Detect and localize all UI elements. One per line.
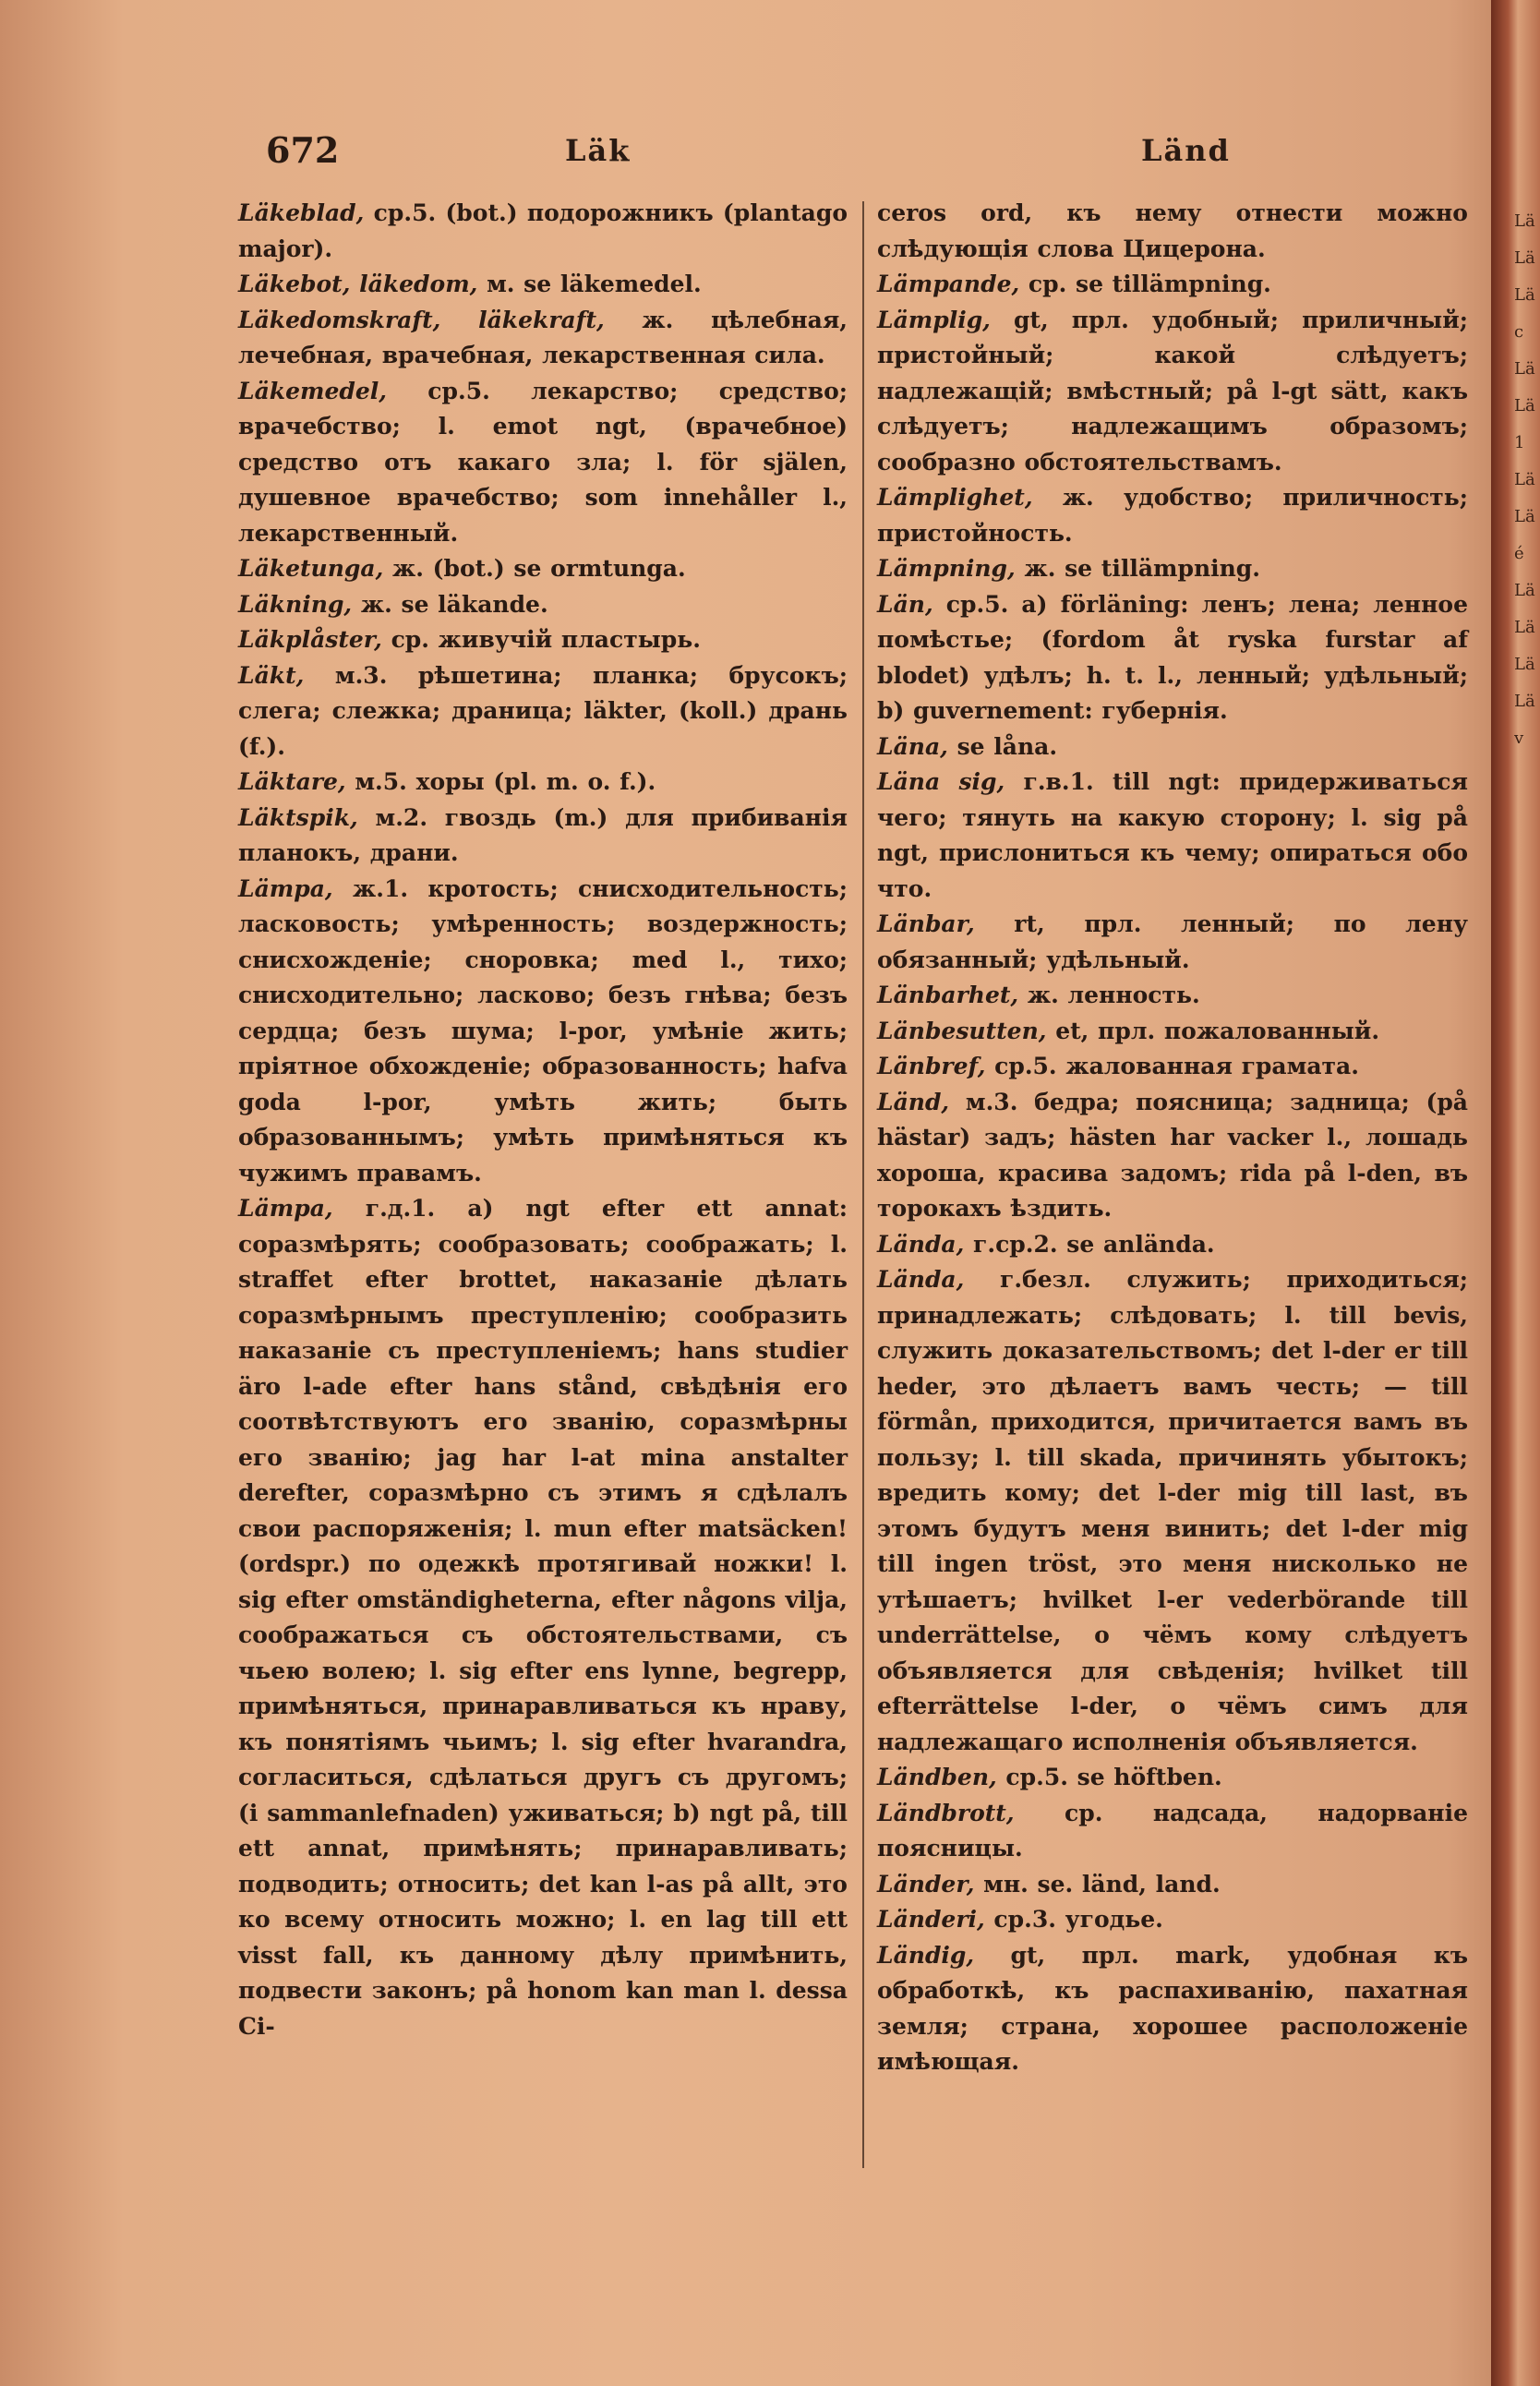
entry-definition: г.в.1. till ngt: придерживаться чего; тянуть на какую сторону; l. sig på ngt, прислониться къ чему; опираться обо что. [877, 768, 1468, 902]
dictionary-entry [877, 196, 1468, 267]
dictionary-entry [877, 1085, 1468, 1227]
entry-headword: Läkning, [238, 590, 353, 618]
entry-headword: Läkemedel, [238, 377, 387, 404]
dictionary-entry [238, 801, 848, 872]
entry-definition: rt, прл. ленный; по лену обязанный; удѣльный. [877, 910, 1468, 973]
entry-definition: м.3. рѣшетина; планка; брусокъ; слега; слежка; драница; läkter, (koll.) дрань (f.). [238, 661, 848, 760]
entry-headword: Läkplåster, [238, 626, 382, 653]
facing-page-edge: Lä Lä Lä c Lä Lä 1 Lä Lä é Lä Lä Lä Lä v [1514, 211, 1535, 748]
entry-definition: se låna. [947, 732, 1058, 760]
entry-headword: Länbarhet, [877, 982, 1019, 1008]
entry-definition: ж. (bot.) se ormtunga. [383, 555, 686, 582]
dictionary-entry [238, 374, 848, 552]
entry-definition: ср.5. (bot.) подорожникъ (plantago major). [238, 199, 848, 262]
dictionary-entry [238, 1191, 848, 2044]
right-running-head: Länd [1141, 133, 1231, 168]
dictionary-entry [238, 551, 848, 587]
entry-definition: ср. живучій пластырь. [381, 626, 701, 653]
dictionary-entry [238, 587, 848, 623]
dictionary-entry [877, 1262, 1468, 1760]
entry-definition: г.ср.2. se anlända. [964, 1230, 1215, 1258]
entry-definition: ср. se tillämpning. [1019, 271, 1271, 297]
column-divider [862, 201, 864, 2168]
dictionary-entry [877, 978, 1468, 1014]
dictionary-entry [877, 729, 1468, 765]
entry-definition: ж.1. кротость; снисходительность; ласковость; умѣренность; воздержность; снисхожденіе; сноровка; med l., тихо; снисходительно; ласково; безъ гнѣва; безъ сердца; безъ шума; l-por, умѣніе жить; пріятное обхожденіе; образованность; hafva goda l-por, умѣть жить; быть образованнымъ; умѣть примѣняться къ чужимъ правамъ. [238, 874, 848, 1187]
entry-headword: Ländben, [877, 1764, 997, 1790]
entry-headword: Lämplig, [877, 306, 991, 333]
entry-definition: ср.5. a) förläning: ленъ; лена; ленное помѣстье; (fordom åt ryska furstar af blodet) удѣлъ; h. t. l., ленный; удѣльный; b) guvernement: губернія. [877, 590, 1468, 724]
dictionary-entry [238, 622, 848, 658]
dictionary-entry [238, 196, 848, 267]
dictionary-entry [238, 267, 848, 303]
dictionary-entry [238, 303, 848, 374]
dictionary-entry [877, 1938, 1468, 2080]
page-number: 672 [266, 129, 340, 171]
entry-headword: Ländbrott, [877, 1799, 1015, 1826]
dictionary-entry [877, 1867, 1468, 1903]
entry-headword: Länder, [877, 1870, 975, 1898]
page-header [0, 129, 1496, 185]
entry-definition: ж. ленность. [1018, 982, 1200, 1008]
entry-headword: Ländig, [877, 1941, 975, 1969]
entry-headword: Lämplighet, [877, 484, 1033, 511]
entry-headword: Läketunga, [238, 555, 384, 582]
entry-headword: Lämpning, [877, 555, 1016, 582]
entry-definition: gt, прл. удобный; приличный; пристойный; какой слѣдуетъ; надлежащій; вмѣстный; på l-gt sätt, какъ слѣдуетъ; надлежащимъ образомъ; сообразно обстоятельствамъ. [877, 306, 1468, 476]
entry-definition: м.2. гвоздь (m.) для прибиванія планокъ, драни. [238, 803, 848, 866]
entry-definition: ж. se tillämpning. [1015, 555, 1260, 582]
entry-definition: ceros ord, къ нему отнести можно слѣдующія слова Цицерона. [877, 199, 1468, 262]
entry-definition: ср.3. угодье. [984, 1906, 1163, 1933]
dictionary-entry [877, 551, 1468, 587]
entry-headword: Länbref, [877, 1053, 986, 1079]
entry-definition: ж. удобство; приличность; пристойность. [877, 484, 1468, 547]
entry-definition: ср.5. жалованная грамата. [985, 1053, 1359, 1079]
entry-definition: ж. цѣлебная, лечебная, врачебная, лекарственная сила. [238, 306, 848, 368]
dictionary-entry [238, 658, 848, 765]
entry-definition: г.д.1. a) ngt efter ett annat: соразмѣрять; сообразовать; соображать; l. straffet efter brottet, наказаніе дѣлать соразмѣрнымъ преступленію; сообразить наказаніе съ преступленіемъ; hans studier äro l-ade efter hans stånd, свѣдѣнія его соотвѣтствуютъ его званію, соразмѣрны его званію; jag har l-at mina anstalter derefter, соразмѣрно съ этимъ я сдѣлалъ свои распоряженія; l. mun efter matsäcken! (ordspr.) по одежкѣ протягивай ножки! l. sig efter omständigheterna, efter någons vilja, соображаться съ обстоятельствами, съ чьею волею; l. sig efter ens lynne, begrepp, примѣняться, принаравливаться къ нраву, къ понятіямъ чьимъ; l. sig efter hvarandra, согласиться, сдѣлаться другъ съ другомъ; (i sammanlefnaden) уживаться; b) ngt på, till ett annat, примѣнять; принаравливать; подводить; относить; det kan l-as på allt, это ко всему относить можно; l. en lag till ett visst fall, къ данному дѣлу примѣнить, подвести законъ; på honom kan man l. dessa Ci- [238, 1195, 848, 2040]
entry-definition: м.5. хоры (pl. m. o. f.). [345, 768, 656, 795]
entry-headword: Läkedomskraft, läkekraft, [238, 306, 605, 333]
entry-definition: м. se läkemedel. [477, 271, 702, 297]
dictionary-entry [238, 872, 848, 1192]
dictionary-entry [877, 1760, 1468, 1796]
entry-definition: ср.5. se höftben. [996, 1764, 1222, 1790]
dictionary-entry [877, 1014, 1468, 1050]
entry-headword: Läkebot, läkedom, [238, 271, 478, 297]
entry-definition: gt, прл. mark, удобная къ обработкѣ, къ распахиванію, пахатная земля; страна, хорошее расположеніе имѣющая. [877, 1941, 1468, 2075]
dictionary-entry [238, 765, 848, 801]
dictionary-entry [877, 267, 1468, 303]
entry-headword: Läkt, [238, 661, 305, 689]
dictionary-entry [877, 587, 1468, 729]
entry-definition: et, прл. пожалованный. [1046, 1017, 1380, 1044]
left-column [238, 196, 848, 2044]
entry-headword: Läkeblad, [238, 199, 365, 226]
entry-headword: Länbar, [877, 910, 975, 937]
entry-definition: ср.5. лекарство; средство; врачебство; l. emot ngt, (врачебное) средство отъ какаго зла; l. för själen, душевное врачебство; som innehåller l., лекарственный. [238, 377, 848, 547]
entry-headword: Läna, [877, 732, 948, 760]
entry-headword: Lämpande, [877, 271, 1020, 297]
entry-headword: Lända, [877, 1230, 965, 1258]
entry-definition: мн. se. länd, land. [974, 1870, 1221, 1898]
entry-headword: Län, [877, 590, 933, 618]
left-running-head: Läk [565, 133, 632, 168]
entry-headword: Läktare, [238, 768, 346, 795]
entry-definition: ж. se läkande. [352, 590, 548, 618]
right-column [877, 196, 1468, 2080]
entry-headword: Lämpa, [238, 874, 333, 902]
entry-headword: Lämpa, [238, 1195, 333, 1222]
dictionary-entry [877, 1902, 1468, 1938]
entry-headword: Lända, [877, 1266, 965, 1293]
dictionary-entry [877, 1796, 1468, 1867]
entry-definition: м.3. бедра; поясница; задница; (på hästar) задъ; hästen har vacker l., лошадь хороша, красива задомъ; rida på l-den, въ торокахъ ѣздить. [877, 1088, 1468, 1222]
dictionary-entry [877, 1227, 1468, 1263]
dictionary-entry [877, 480, 1468, 551]
entry-headword: Länderi, [877, 1906, 985, 1933]
entry-definition: ср. надсада, надорваніе поясницы. [877, 1799, 1468, 1862]
entry-headword: Läna sig, [877, 768, 1005, 795]
dictionary-entry [877, 765, 1468, 907]
entry-headword: Länd, [877, 1088, 950, 1115]
dictionary-entry [877, 1049, 1468, 1085]
dictionary-entry [877, 303, 1468, 481]
entry-headword: Länbesutten, [877, 1017, 1047, 1044]
dictionary-entry [877, 907, 1468, 978]
entry-headword: Läktspik, [238, 803, 358, 831]
entry-definition: г.безл. служить; приходиться; принадлежать; слѣдовать; l. till bevis, служить доказательствомъ; det l-der er till heder, это дѣлаетъ вамъ честь; — till förmån, приходится, причитается вамъ въ пользу; l. till skada, причинять убытокъ; вредить кому; det l-der mig till last, въ этомъ будутъ меня винить; det l-der mig till ingen tröst, это меня нисколько не утѣшаетъ; hvilket l-er vederbörande till underrättelse, о чёмъ кому слѣдуетъ объявляется для свѣденія; hvilket till efterrättelse l-der, о чёмъ симъ для надлежащаго исполненія объявляется. [877, 1266, 1468, 1755]
